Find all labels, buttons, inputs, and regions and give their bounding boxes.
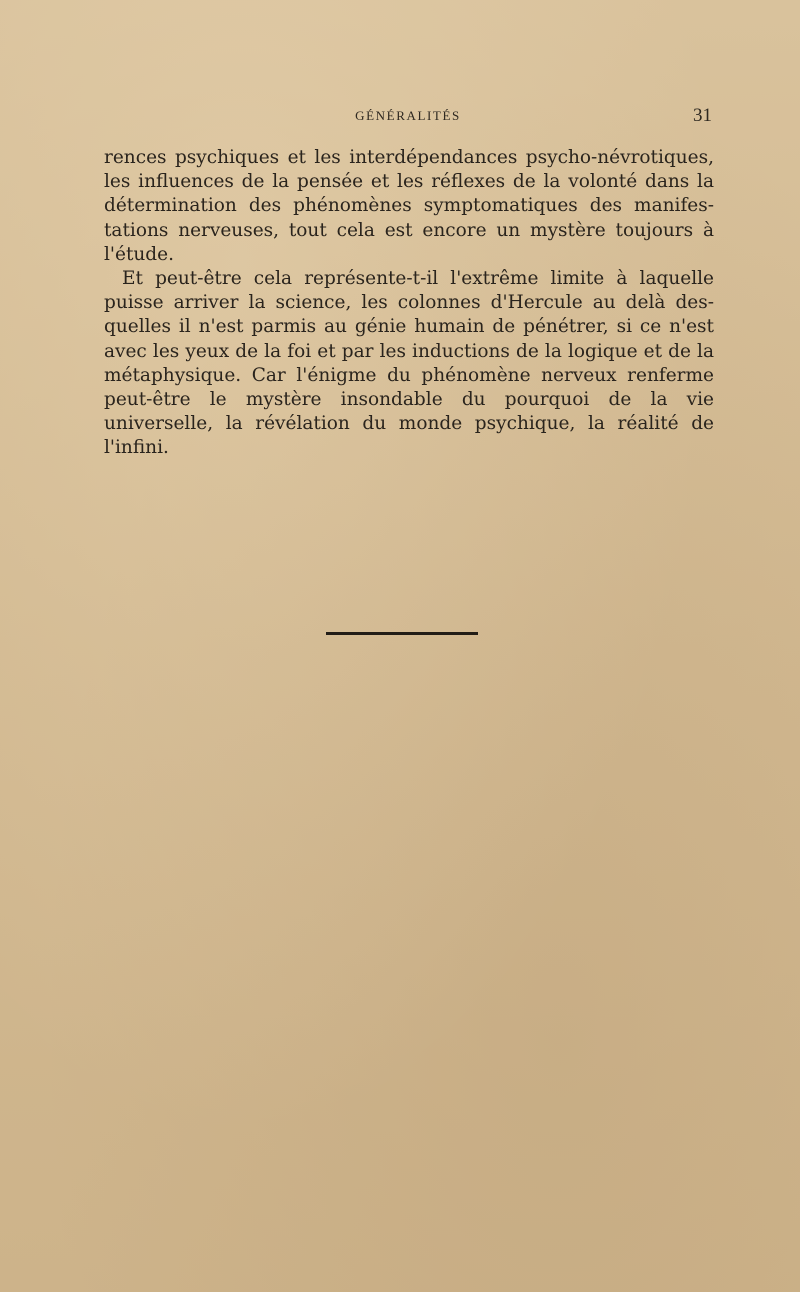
- section-end-rule: [326, 632, 478, 635]
- page-number: 31: [693, 105, 712, 126]
- paragraph-continued: rences psychiques et les interdépendances psycho-névrotiques, les influences de la pensée et les réflexes de la volonté dans la détermination des phénomènes symptomatiques des manifes-tations nerveuses, tout cela est encore un mystère toujours à l'étude.: [104, 147, 714, 265]
- body-text: [104, 146, 714, 461]
- running-head: [104, 106, 712, 128]
- paragraph: Et peut-être cela représente-t-il l'extrême limite à laquelle puisse arriver la science, les colonnes d'Hercule au delà des-quelles il n'est parmis au génie humain de pénétrer, si ce n'est avec les yeux de la foi et par les inductions de la logique et de la métaphysique. Car l'énigme du phénomène nerveux renferme peut-être le mystère insondable du pourquoi de la vie universelle, la révélation du monde psychique, la réalité de l'infini.: [104, 268, 714, 459]
- running-title: GÉNÉRALITÉS: [355, 108, 461, 123]
